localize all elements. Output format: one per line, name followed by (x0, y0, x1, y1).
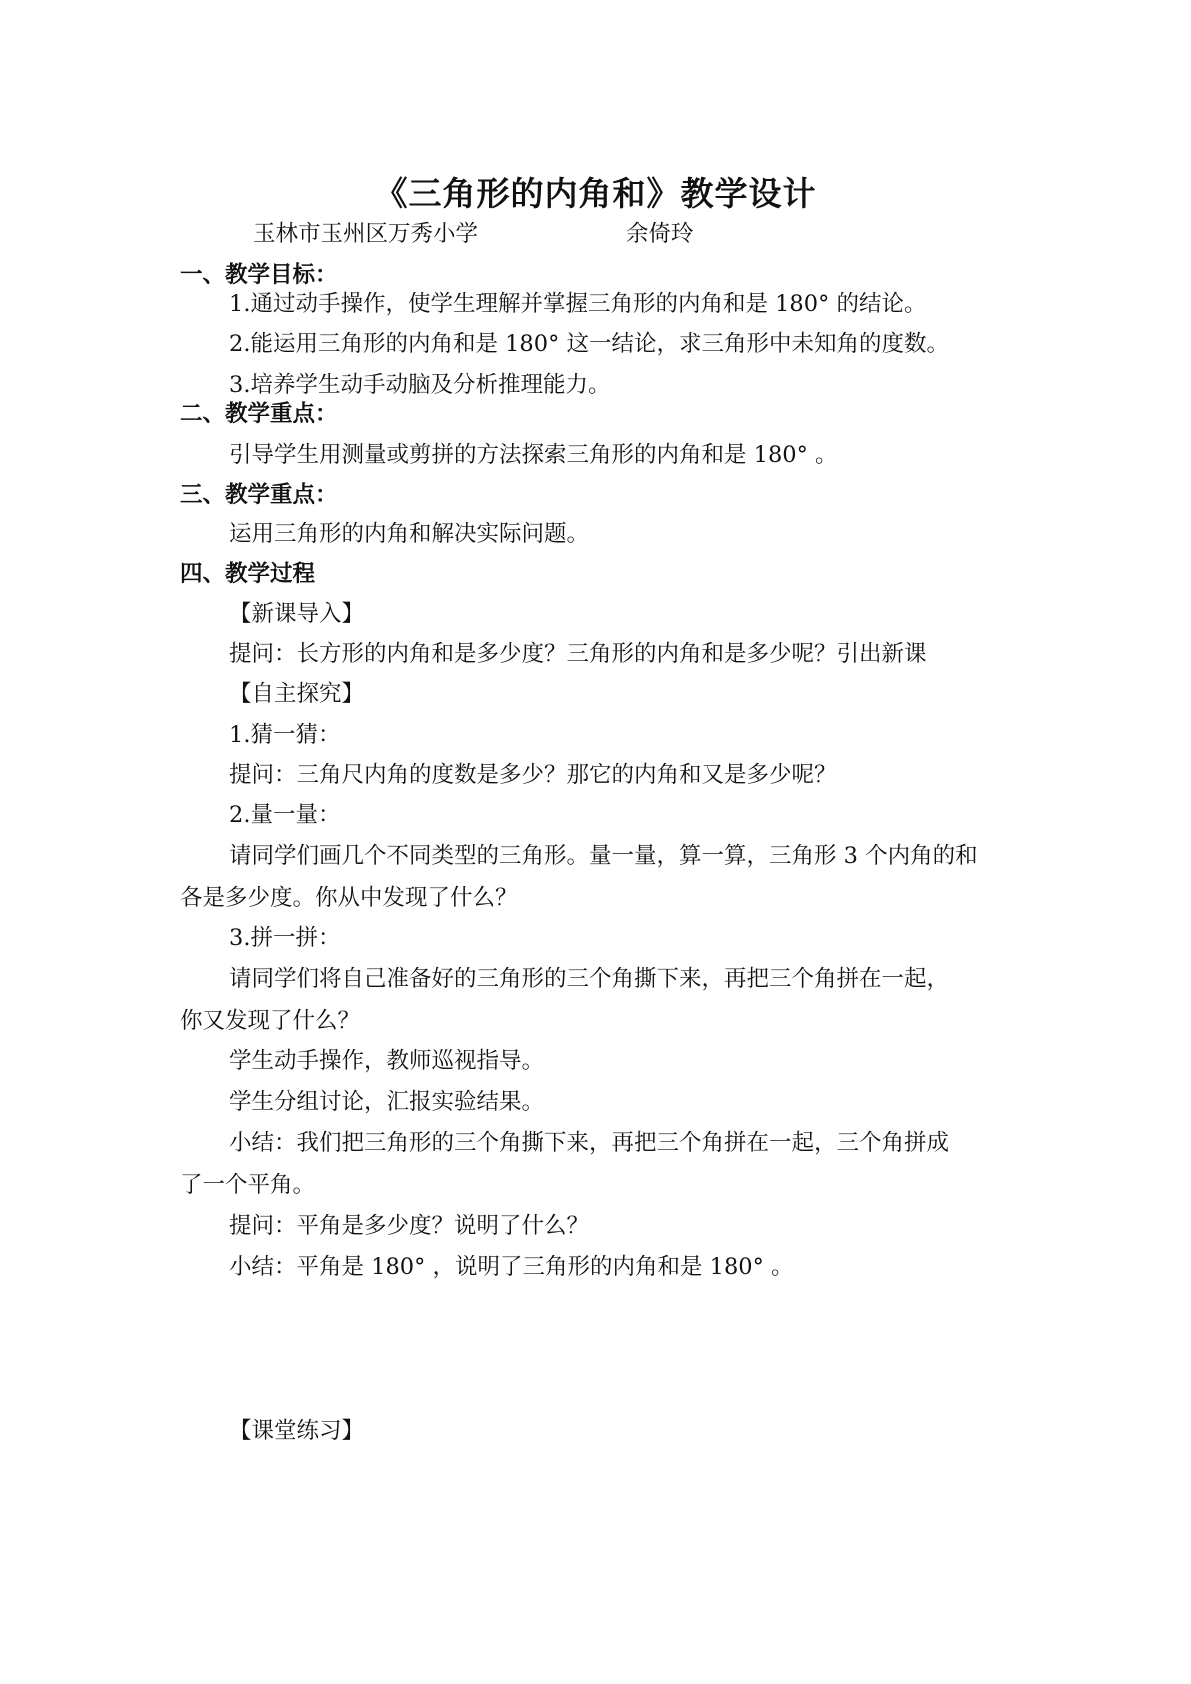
process-line: 各是多少度。你从中发现了什么？ (180, 885, 518, 911)
process-line: 请同学们画几个不同类型的三角形。量一量，算一算，三角形 3 个内角的和 (229, 843, 978, 869)
section1-heading: 一、教学目标： (180, 262, 338, 288)
process-line: 学生分组讨论，汇报实验结果。 (229, 1089, 545, 1115)
section4-heading: 四、教学过程 (180, 561, 316, 587)
process-line: 1.猜一猜： (229, 722, 341, 748)
process-line: 3.拼一拼： (229, 925, 341, 951)
process-line: 提问：三角尺内角的度数是多少？那它的内角和又是多少呢？ (229, 762, 837, 788)
section3-text: 运用三角形的内角和解决实际问题。 (229, 521, 590, 547)
process-line: 小结：我们把三角形的三个角撕下来，再把三个角拼在一起，三个角拼成 (229, 1130, 950, 1156)
section3-heading: 三、教学重点： (180, 482, 338, 508)
subsection-explore: 【自主探究】 (229, 681, 365, 707)
process-line: 请同学们将自己准备好的三角形的三个角撕下来，再把三个角拼在一起， (229, 966, 950, 992)
objective-item-2: 2.能运用三角形的内角和是 180° 这一结论，求三角形中未知角的度数。 (229, 331, 949, 357)
objective-item-3: 3.培养学生动手动脑及分析推理能力。 (229, 372, 611, 398)
subsection-practice: 【课堂练习】 (229, 1418, 365, 1444)
process-line: 小结：平角是 180° ，说明了三角形的内角和是 180° 。 (229, 1254, 794, 1280)
objective-item-1: 1.通过动手操作，使学生理解并掌握三角形的内角和是 180° 的结论。 (229, 291, 927, 317)
section2-text: 引导学生用测量或剪拼的方法探索三角形的内角和是 180° 。 (229, 442, 838, 468)
school-name: 玉林市玉州区万秀小学 (253, 221, 479, 247)
process-line: 2.量一量： (229, 802, 341, 828)
process-line: 了一个平角。 (180, 1172, 316, 1198)
process-line: 学生动手操作，教师巡视指导。 (229, 1048, 545, 1074)
process-line: 提问：平角是多少度？说明了什么？ (229, 1213, 590, 1239)
author-name: 余倚玲 (626, 221, 694, 247)
section2-heading: 二、教学重点： (180, 401, 338, 427)
document-title: 《三角形的内角和》教学设计 (374, 174, 817, 213)
process-line: 你又发现了什么？ (180, 1008, 361, 1034)
process-line: 提问：长方形的内角和是多少度？三角形的内角和是多少呢？引出新课 (229, 641, 927, 667)
subsection-intro: 【新课导入】 (229, 601, 365, 627)
